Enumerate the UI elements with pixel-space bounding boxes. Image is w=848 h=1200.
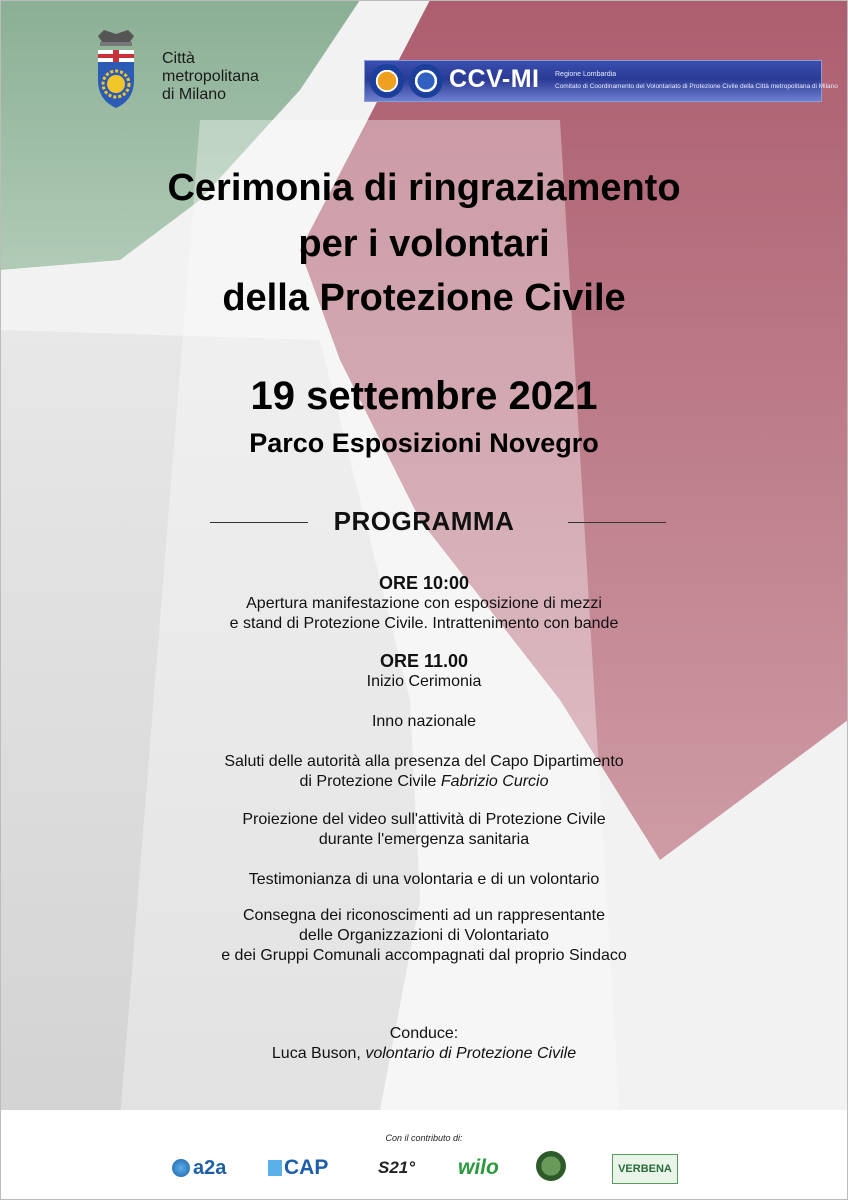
citta-metropolitana-name (162, 50, 259, 104)
sponsor-wilo-logo: wilo (458, 1156, 499, 1179)
slot-1-hour: ORE 10:00 (378, 573, 470, 593)
slot-2-intro: Inizio Cerimonia (366, 673, 482, 690)
sponsor-cap-text: CAP (284, 1156, 329, 1179)
slot-1-line-1: Apertura manifestazione con esposizione di mezzi (246, 595, 602, 612)
programma-heading: PROGRAMMA (333, 506, 515, 536)
citta-metropolitana-crest-icon (94, 28, 138, 110)
proiezione-line-2: durante l'emergenza sanitaria (318, 831, 530, 848)
saluti-line-2 (0, 772, 848, 792)
divider-right (568, 522, 666, 523)
conduce-name: Luca Buson, (271, 1045, 366, 1062)
title-line-3: della Protezione Civile (222, 277, 626, 319)
cap-mark-icon (268, 1160, 282, 1176)
sponsor-round-emblem-icon (536, 1151, 566, 1181)
proiezione-line-1: Proiezione del video sull'attività di Protezione Civile (242, 811, 606, 828)
ccv-title: CCV-MI (449, 65, 540, 93)
org-line-3: di Milano (162, 86, 227, 103)
sponsor-a2a-logo (172, 1152, 226, 1184)
program-slot-1 (0, 572, 848, 634)
saluti-block (0, 752, 848, 792)
capo-dipartimento-name: Fabrizio Curcio (440, 773, 549, 790)
inno-nazionale: Inno nazionale (371, 713, 477, 730)
sponsors-label: Con il contributo di: (385, 1133, 463, 1143)
conduce-line (0, 1044, 848, 1064)
org-line-1: Città (162, 50, 195, 67)
divider-left (210, 522, 308, 523)
programma-heading-row (0, 506, 848, 537)
event-date: 19 settembre 2021 (250, 374, 598, 418)
sponsor-cap-logo (268, 1152, 328, 1184)
slot-1-line-2: e stand di Protezione Civile. Intrattenimento con bande (229, 615, 619, 632)
title-line-1: Cerimonia di ringraziamento (167, 167, 681, 209)
ccv-region: Regione Lombardia (555, 71, 617, 78)
consegna-block (0, 906, 848, 966)
sponsor-s21-logo: S21° (378, 1158, 416, 1177)
program-slot-2-hour-block (0, 650, 848, 692)
saluti-line-2-text: di Protezione Civile (299, 773, 441, 790)
ccv-subtitle: Comitato di Coordinamento del Volontariato di Protezione Civile della Città metropolitana di Milano (555, 83, 838, 90)
conduce-role: volontario di Protezione Civile (365, 1045, 577, 1062)
consegna-line-1: Consegna dei riconoscimenti ad un rappresentante (242, 907, 605, 924)
testimonianza: Testimonianza di una volontaria e di un volontario (248, 871, 600, 888)
title-line-2: per i volontari (298, 223, 550, 265)
ccv-mi-banner (364, 60, 838, 102)
org-line-2: metropolitana (162, 68, 259, 85)
saluti-line-1: Saluti delle autorità alla presenza del Capo Dipartimento (224, 753, 624, 770)
sponsor-a2a-text: a2a (193, 1156, 227, 1179)
protezione-civile-seal-icon (370, 64, 404, 98)
sponsor-verbena-logo: VERBENA (612, 1154, 678, 1184)
proiezione-block (0, 810, 848, 850)
ccv-mi-seal-icon (409, 64, 443, 98)
conduce-block (0, 1024, 848, 1064)
conduce-label: Conduce: (389, 1025, 459, 1042)
event-venue: Parco Esposizioni Novegro (249, 428, 599, 458)
consegna-line-2: delle Organizzazioni di Volontariato (299, 927, 549, 944)
consegna-line-3: e dei Gruppi Comunali accompagnati dal proprio Sindaco (221, 947, 627, 964)
slot-2-hour: ORE 11.00 (379, 651, 469, 671)
a2a-globe-icon (172, 1159, 190, 1177)
